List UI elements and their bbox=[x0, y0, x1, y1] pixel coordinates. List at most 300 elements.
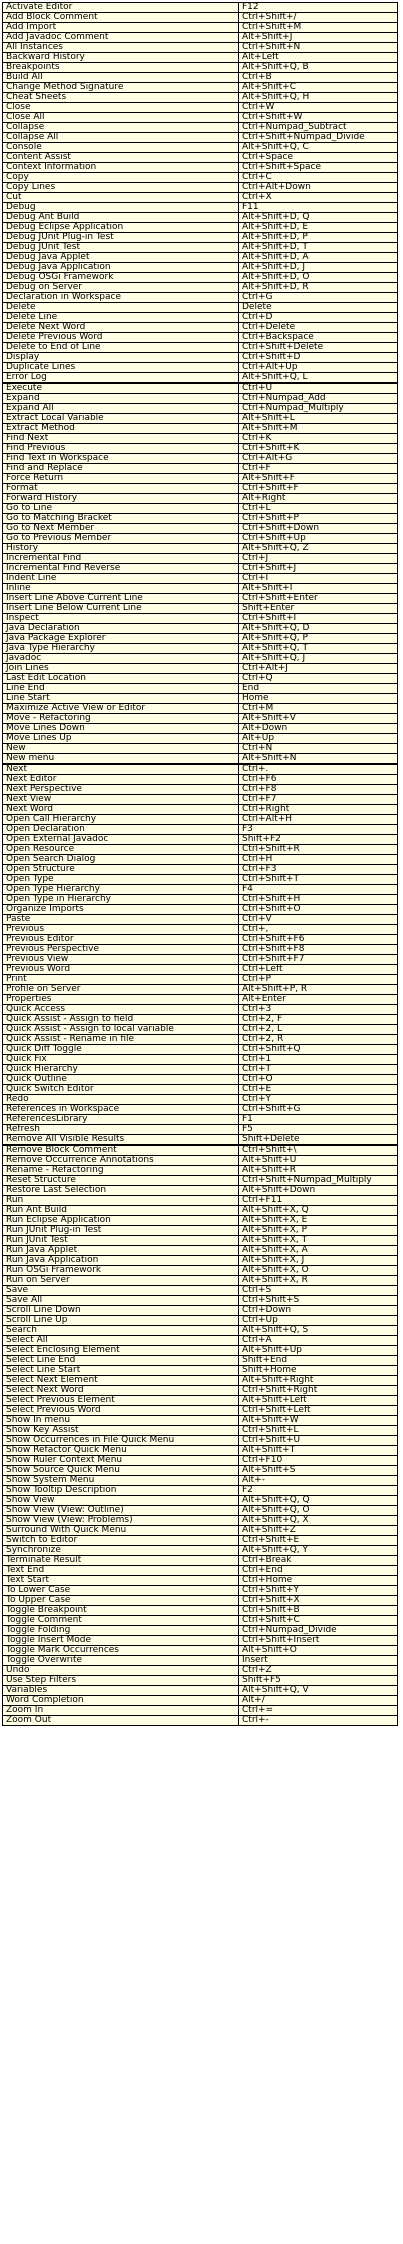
key-binding: Ctrl+2, R bbox=[239, 1035, 398, 1044]
key-binding: Ctrl+Shift+H bbox=[239, 895, 398, 904]
shortcut-row bbox=[2, 1416, 398, 1426]
key-binding: Alt+Shift+U bbox=[239, 1156, 398, 1165]
key-binding: Alt+Left bbox=[239, 53, 398, 62]
key-binding: Alt+Shift+X, E bbox=[239, 1216, 398, 1225]
key-binding: Ctrl+Shift+Left bbox=[239, 1406, 398, 1415]
shortcut-row bbox=[2, 243, 398, 253]
key-binding: Shift+F5 bbox=[239, 1676, 398, 1685]
command-name: Delete Previous Word bbox=[2, 333, 239, 342]
shortcut-row bbox=[2, 604, 398, 614]
command-name: Find Text in Workspace bbox=[2, 454, 239, 463]
shortcut-row bbox=[2, 1045, 398, 1055]
key-binding: Ctrl+Shift+M bbox=[239, 23, 398, 32]
command-name: Word Completion bbox=[2, 1696, 239, 1705]
key-binding: F4 bbox=[239, 885, 398, 894]
key-binding: Shift+End bbox=[239, 1356, 398, 1365]
key-binding: Ctrl+U bbox=[239, 384, 398, 393]
shortcut-row bbox=[2, 233, 398, 243]
shortcut-row bbox=[2, 213, 398, 223]
key-binding: Shift+F2 bbox=[239, 835, 398, 844]
command-name: Open Structure bbox=[2, 865, 239, 874]
command-name: Debug Eclipse Application bbox=[2, 223, 239, 232]
command-name: Run bbox=[2, 1196, 239, 1205]
key-binding: Alt+Shift+J bbox=[239, 33, 398, 42]
command-name: History bbox=[2, 544, 239, 553]
key-binding: F1 bbox=[239, 1115, 398, 1124]
key-binding: Alt+Shift+W bbox=[239, 1416, 398, 1425]
command-name: Debug bbox=[2, 203, 239, 212]
shortcut-row bbox=[2, 13, 398, 23]
shortcut-row bbox=[2, 1306, 398, 1316]
command-name: Undo bbox=[2, 1666, 239, 1675]
command-name: Redo bbox=[2, 1095, 239, 1104]
shortcut-row bbox=[2, 885, 398, 895]
shortcut-row bbox=[2, 1546, 398, 1556]
command-name: Show In menu bbox=[2, 1416, 239, 1425]
command-name: References in Workspace bbox=[2, 1105, 239, 1114]
command-name: Quick Access bbox=[2, 1005, 239, 1014]
command-name: Terminate Result bbox=[2, 1556, 239, 1565]
shortcut-row bbox=[2, 1566, 398, 1576]
shortcut-row bbox=[2, 1035, 398, 1045]
key-binding: Ctrl+Numpad_Divide bbox=[239, 1626, 398, 1635]
shortcut-row bbox=[2, 684, 398, 694]
key-binding: Ctrl+I bbox=[239, 574, 398, 583]
shortcut-row bbox=[2, 434, 398, 444]
key-binding: Ctrl+Z bbox=[239, 1666, 398, 1675]
key-binding: Ctrl+Shift+S bbox=[239, 1296, 398, 1305]
shortcut-row bbox=[2, 83, 398, 93]
command-name: Previous Editor bbox=[2, 935, 239, 944]
command-name: Maximize Active View or Editor bbox=[2, 704, 239, 713]
shortcut-row bbox=[2, 654, 398, 664]
key-binding: Shift+Home bbox=[239, 1366, 398, 1375]
shortcut-row bbox=[2, 133, 398, 143]
shortcut-row bbox=[2, 664, 398, 674]
command-name: ReferencesLibrary bbox=[2, 1115, 239, 1124]
command-name: New bbox=[2, 744, 239, 753]
key-binding: Ctrl+Shift+Space bbox=[239, 163, 398, 172]
shortcut-row bbox=[2, 1476, 398, 1486]
key-binding: Ctrl+G bbox=[239, 293, 398, 302]
shortcut-row bbox=[2, 995, 398, 1005]
key-binding: Ctrl+Shift+Q bbox=[239, 1045, 398, 1054]
command-name: Collapse bbox=[2, 123, 239, 132]
command-name: Toggle Insert Mode bbox=[2, 1636, 239, 1645]
key-binding: Alt+Shift+Up bbox=[239, 1346, 398, 1355]
command-name: Reset Structure bbox=[2, 1176, 239, 1185]
command-name: Next Editor bbox=[2, 775, 239, 784]
command-name: Paste bbox=[2, 915, 239, 924]
command-name: Debug Java Applet bbox=[2, 253, 239, 262]
key-binding: Alt+Shift+D, T bbox=[239, 243, 398, 252]
shortcut-row bbox=[2, 1156, 398, 1166]
shortcut-row bbox=[2, 63, 398, 73]
command-name: Show Key Assist bbox=[2, 1426, 239, 1435]
command-name: Organize Imports bbox=[2, 905, 239, 914]
shortcut-row bbox=[2, 1616, 398, 1626]
shortcut-row bbox=[2, 1005, 398, 1015]
shortcut-row bbox=[2, 73, 398, 83]
key-binding: F2 bbox=[239, 1486, 398, 1495]
shortcut-row bbox=[2, 955, 398, 965]
command-name: Javadoc bbox=[2, 654, 239, 663]
shortcut-table bbox=[2, 2, 398, 1726]
shortcut-row bbox=[2, 574, 398, 584]
key-binding: Ctrl+Shift+W bbox=[239, 113, 398, 122]
command-name: Find Next bbox=[2, 434, 239, 443]
shortcut-row bbox=[2, 1636, 398, 1646]
key-binding: Ctrl+Shift+F bbox=[239, 484, 398, 493]
key-binding: Ctrl+Shift+I bbox=[239, 614, 398, 623]
shortcut-row bbox=[2, 2, 398, 13]
command-name: Go to Next Member bbox=[2, 524, 239, 533]
command-name: Open Declaration bbox=[2, 825, 239, 834]
command-name: Java Declaration bbox=[2, 624, 239, 633]
command-name: To Upper Case bbox=[2, 1596, 239, 1605]
shortcut-row bbox=[2, 795, 398, 805]
key-binding: Ctrl+Shift+Up bbox=[239, 534, 398, 543]
command-name: Show View (View: Outline) bbox=[2, 1506, 239, 1515]
key-binding: Alt+Shift+R bbox=[239, 1166, 398, 1175]
key-binding: Ctrl+Shift+J bbox=[239, 564, 398, 573]
key-binding: Ctrl+Shift+Delete bbox=[239, 343, 398, 352]
key-binding: Alt+Shift+X, J bbox=[239, 1256, 398, 1265]
command-name: Open Call Hierarchy bbox=[2, 815, 239, 824]
shortcut-row bbox=[2, 384, 398, 394]
key-binding: Ctrl+F bbox=[239, 464, 398, 473]
key-binding: Ctrl+Alt+Up bbox=[239, 363, 398, 372]
shortcut-row bbox=[2, 1626, 398, 1636]
command-name: Copy Lines bbox=[2, 183, 239, 192]
command-name: Select Next Element bbox=[2, 1376, 239, 1385]
shortcut-row bbox=[2, 1216, 398, 1226]
key-binding: Ctrl+Break bbox=[239, 1556, 398, 1565]
command-name: Show System Menu bbox=[2, 1476, 239, 1485]
command-name: Show Source Quick Menu bbox=[2, 1466, 239, 1475]
shortcut-row bbox=[2, 1506, 398, 1516]
shortcut-row bbox=[2, 283, 398, 293]
shortcut-row bbox=[2, 1666, 398, 1676]
shortcut-row bbox=[2, 674, 398, 684]
command-name: Cheat Sheets bbox=[2, 93, 239, 102]
shortcut-row bbox=[2, 1146, 398, 1156]
key-binding: Alt+Down bbox=[239, 724, 398, 733]
command-name: Select All bbox=[2, 1336, 239, 1345]
key-binding: Alt+Shift+D, Q bbox=[239, 213, 398, 222]
key-binding: Alt+Shift+X, T bbox=[239, 1236, 398, 1245]
command-name: Text End bbox=[2, 1566, 239, 1575]
command-name: Go to Line bbox=[2, 504, 239, 513]
key-binding: Ctrl+H bbox=[239, 855, 398, 864]
shortcut-row bbox=[2, 985, 398, 995]
key-binding: Alt+Shift+Q, S bbox=[239, 1326, 398, 1335]
key-binding: Ctrl+Numpad_Add bbox=[239, 394, 398, 403]
shortcut-row bbox=[2, 183, 398, 193]
key-binding: Ctrl+F7 bbox=[239, 795, 398, 804]
shortcut-row bbox=[2, 534, 398, 544]
shortcut-row bbox=[2, 1656, 398, 1666]
key-binding: Ctrl+F6 bbox=[239, 775, 398, 784]
shortcut-row bbox=[2, 33, 398, 43]
key-binding: Ctrl+Shift+B bbox=[239, 1606, 398, 1615]
key-binding: Ctrl+Left bbox=[239, 965, 398, 974]
key-binding: Ctrl+Shift+F7 bbox=[239, 955, 398, 964]
shortcut-row bbox=[2, 895, 398, 905]
key-binding: Ctrl+Shift+Insert bbox=[239, 1636, 398, 1645]
key-binding: Alt+Shift+D, P bbox=[239, 233, 398, 242]
shortcut-row bbox=[2, 855, 398, 865]
command-name: Insert Line Above Current Line bbox=[2, 594, 239, 603]
command-name: Move - Refactoring bbox=[2, 714, 239, 723]
shortcut-row bbox=[2, 775, 398, 785]
shortcut-row bbox=[2, 363, 398, 373]
key-binding: Ctrl+Shift+D bbox=[239, 353, 398, 362]
command-name: Expand bbox=[2, 394, 239, 403]
command-name: Run JUnit Plug-in Test bbox=[2, 1226, 239, 1235]
shortcut-row bbox=[2, 524, 398, 534]
shortcut-row bbox=[2, 143, 398, 153]
key-binding: Alt+Shift+Q, P bbox=[239, 634, 398, 643]
key-binding: Ctrl+F3 bbox=[239, 865, 398, 874]
key-binding: Alt+Shift+D, E bbox=[239, 223, 398, 232]
command-name: Remove Occurrence Annotations bbox=[2, 1156, 239, 1165]
key-binding: Ctrl+Y bbox=[239, 1095, 398, 1104]
shortcut-row bbox=[2, 1075, 398, 1085]
shortcut-row bbox=[2, 1366, 398, 1376]
command-name: Properties bbox=[2, 995, 239, 1004]
command-name: Next bbox=[2, 765, 239, 774]
key-binding: Ctrl+F8 bbox=[239, 785, 398, 794]
key-binding: Alt+Up bbox=[239, 734, 398, 743]
command-name: Breakpoints bbox=[2, 63, 239, 72]
key-binding: Ctrl+Shift+Numpad_Multiply bbox=[239, 1176, 398, 1185]
shortcut-row bbox=[2, 1486, 398, 1496]
command-name: Debug OSGi Framework bbox=[2, 273, 239, 282]
command-name: Debug Ant Build bbox=[2, 213, 239, 222]
command-name: Debug JUnit Test bbox=[2, 243, 239, 252]
key-binding: Ctrl+Down bbox=[239, 1306, 398, 1315]
shortcut-row bbox=[2, 1115, 398, 1125]
shortcut-row bbox=[2, 1446, 398, 1456]
key-binding: F11 bbox=[239, 203, 398, 212]
command-name: Run Java Applet bbox=[2, 1246, 239, 1255]
shortcut-row bbox=[2, 253, 398, 263]
command-name: Delete Line bbox=[2, 313, 239, 322]
command-name: Cut bbox=[2, 193, 239, 202]
shortcut-row bbox=[2, 323, 398, 333]
shortcut-row bbox=[2, 373, 398, 384]
shortcut-row bbox=[2, 1256, 398, 1266]
shortcut-row bbox=[2, 925, 398, 935]
command-name: Insert Line Below Current Line bbox=[2, 604, 239, 613]
key-binding: Ctrl+Shift+Right bbox=[239, 1386, 398, 1395]
key-binding: Alt+Shift+P, R bbox=[239, 985, 398, 994]
shortcut-row bbox=[2, 1706, 398, 1716]
shortcut-row bbox=[2, 333, 398, 343]
shortcut-row bbox=[2, 1135, 398, 1146]
command-name: Toggle Breakpoint bbox=[2, 1606, 239, 1615]
command-name: Quick Hierarchy bbox=[2, 1065, 239, 1074]
shortcut-row bbox=[2, 113, 398, 123]
key-binding: Ctrl+Shift+P bbox=[239, 514, 398, 523]
command-name: Select Next Word bbox=[2, 1386, 239, 1395]
command-name: Show View (View: Problems) bbox=[2, 1516, 239, 1525]
key-binding: Alt+Shift+D, O bbox=[239, 273, 398, 282]
shortcut-row bbox=[2, 594, 398, 604]
command-name: Show Refactor Quick Menu bbox=[2, 1446, 239, 1455]
command-name: New menu bbox=[2, 754, 239, 763]
key-binding: Alt+Shift+Q, C bbox=[239, 143, 398, 152]
shortcut-row bbox=[2, 765, 398, 775]
shortcut-row bbox=[2, 23, 398, 33]
command-name: Restore Last Selection bbox=[2, 1186, 239, 1195]
shortcut-row bbox=[2, 424, 398, 434]
command-name: Profile on Server bbox=[2, 985, 239, 994]
key-binding: Ctrl+O bbox=[239, 1075, 398, 1084]
key-binding: Ctrl+Alt+G bbox=[239, 454, 398, 463]
key-binding: Alt+Shift+Q, B bbox=[239, 63, 398, 72]
shortcut-row bbox=[2, 754, 398, 765]
command-name: Zoom Out bbox=[2, 1716, 239, 1725]
key-binding: Alt+Shift+Q, H bbox=[239, 93, 398, 102]
shortcut-row bbox=[2, 163, 398, 173]
shortcut-row bbox=[2, 1456, 398, 1466]
shortcut-row bbox=[2, 724, 398, 734]
command-name: Execute bbox=[2, 384, 239, 393]
key-binding: Alt+Shift+D, J bbox=[239, 263, 398, 272]
shortcut-row bbox=[2, 1686, 398, 1696]
command-name: Next Word bbox=[2, 805, 239, 814]
shortcut-row bbox=[2, 1596, 398, 1606]
command-name: Select Enclosing Element bbox=[2, 1346, 239, 1355]
command-name: Close All bbox=[2, 113, 239, 122]
key-binding: Alt+Shift+X, O bbox=[239, 1266, 398, 1275]
key-binding: End bbox=[239, 684, 398, 693]
command-name: Remove All Visible Results bbox=[2, 1135, 239, 1144]
shortcut-row bbox=[2, 835, 398, 845]
command-name: Debug Java Application bbox=[2, 263, 239, 272]
shortcut-row bbox=[2, 203, 398, 213]
shortcut-row bbox=[2, 694, 398, 704]
shortcut-row bbox=[2, 734, 398, 744]
shortcut-row bbox=[2, 1576, 398, 1586]
key-binding: Ctrl+= bbox=[239, 1706, 398, 1715]
command-name: Go to Previous Member bbox=[2, 534, 239, 543]
shortcut-row bbox=[2, 1426, 398, 1436]
key-binding: Alt+Shift+Z bbox=[239, 1526, 398, 1535]
command-name: Rename - Refactoring bbox=[2, 1166, 239, 1175]
command-name: Previous Perspective bbox=[2, 945, 239, 954]
command-name: Find Previous bbox=[2, 444, 239, 453]
key-binding: Ctrl+Shift+\ bbox=[239, 1146, 398, 1155]
command-name: To Lower Case bbox=[2, 1586, 239, 1595]
shortcut-row bbox=[2, 1226, 398, 1236]
key-binding: Alt+Shift+V bbox=[239, 714, 398, 723]
key-binding: Alt+Shift+Q, O bbox=[239, 1506, 398, 1515]
command-name: Move Lines Up bbox=[2, 734, 239, 743]
shortcut-row bbox=[2, 1166, 398, 1176]
shortcut-row bbox=[2, 965, 398, 975]
key-binding: Ctrl+- bbox=[239, 1716, 398, 1725]
key-binding: Ctrl+Shift+Down bbox=[239, 524, 398, 533]
key-binding: Ctrl+Shift+O bbox=[239, 905, 398, 914]
shortcut-row bbox=[2, 1556, 398, 1566]
shortcut-row bbox=[2, 1186, 398, 1196]
shortcut-row bbox=[2, 494, 398, 504]
command-name: Quick Switch Editor bbox=[2, 1085, 239, 1094]
key-binding: Ctrl+T bbox=[239, 1065, 398, 1074]
key-binding: Ctrl+Shift+T bbox=[239, 875, 398, 884]
shortcut-row bbox=[2, 935, 398, 945]
key-binding: Ctrl+End bbox=[239, 1566, 398, 1575]
shortcut-row bbox=[2, 394, 398, 404]
command-name: Add Block Comment bbox=[2, 13, 239, 22]
shortcut-row bbox=[2, 1246, 398, 1256]
key-binding: Ctrl+A bbox=[239, 1336, 398, 1345]
shortcut-row bbox=[2, 103, 398, 113]
key-binding: Alt+Shift+T bbox=[239, 1446, 398, 1455]
shortcut-row bbox=[2, 1436, 398, 1446]
command-name: Open External Javadoc bbox=[2, 835, 239, 844]
key-binding: Alt+Shift+Q, J bbox=[239, 654, 398, 663]
command-name: Go to Matching Bracket bbox=[2, 514, 239, 523]
key-binding: Alt+Shift+S bbox=[239, 1466, 398, 1475]
command-name: Scroll Line Up bbox=[2, 1316, 239, 1325]
shortcut-row bbox=[2, 1196, 398, 1206]
shortcut-row bbox=[2, 414, 398, 424]
key-binding: Alt+Shift+Q, V bbox=[239, 1686, 398, 1695]
shortcut-row bbox=[2, 1586, 398, 1596]
shortcut-row bbox=[2, 744, 398, 754]
command-name: Activate Editor bbox=[2, 3, 239, 12]
key-binding: Ctrl+Shift+G bbox=[239, 1105, 398, 1114]
command-name: Open Resource bbox=[2, 845, 239, 854]
command-name: Error Log bbox=[2, 373, 239, 382]
command-name: Add Javadoc Comment bbox=[2, 33, 239, 42]
command-name: Open Type Hierarchy bbox=[2, 885, 239, 894]
key-binding: Alt+Shift+O bbox=[239, 1646, 398, 1655]
shortcut-row bbox=[2, 634, 398, 644]
command-name: Text Start bbox=[2, 1576, 239, 1585]
shortcut-row bbox=[2, 825, 398, 835]
command-name: Show Ruler Context Menu bbox=[2, 1456, 239, 1465]
command-name: Quick Outline bbox=[2, 1075, 239, 1084]
shortcut-row bbox=[2, 93, 398, 103]
key-binding: Alt+Shift+D, R bbox=[239, 283, 398, 292]
command-name: Toggle Overwrite bbox=[2, 1656, 239, 1665]
shortcut-row bbox=[2, 544, 398, 554]
shortcut-row bbox=[2, 153, 398, 163]
key-binding: Ctrl+Shift+/ bbox=[239, 13, 398, 22]
key-binding: Ctrl+Alt+H bbox=[239, 815, 398, 824]
shortcut-row bbox=[2, 223, 398, 233]
shortcut-row bbox=[2, 123, 398, 133]
key-binding: Ctrl+Shift+L bbox=[239, 1426, 398, 1435]
shortcut-row bbox=[2, 1336, 398, 1346]
shortcut-row bbox=[2, 1296, 398, 1306]
key-binding: Alt+Shift+X, Q bbox=[239, 1206, 398, 1215]
command-name: Delete to End of Line bbox=[2, 343, 239, 352]
command-name: Inline bbox=[2, 584, 239, 593]
key-binding: Alt+Shift+N bbox=[239, 754, 398, 763]
key-binding: Alt+Shift+Right bbox=[239, 1376, 398, 1385]
command-name: Join Lines bbox=[2, 664, 239, 673]
command-name: Line End bbox=[2, 684, 239, 693]
key-binding: Alt+- bbox=[239, 1476, 398, 1485]
shortcut-row bbox=[2, 1055, 398, 1065]
command-name: Refresh bbox=[2, 1125, 239, 1134]
